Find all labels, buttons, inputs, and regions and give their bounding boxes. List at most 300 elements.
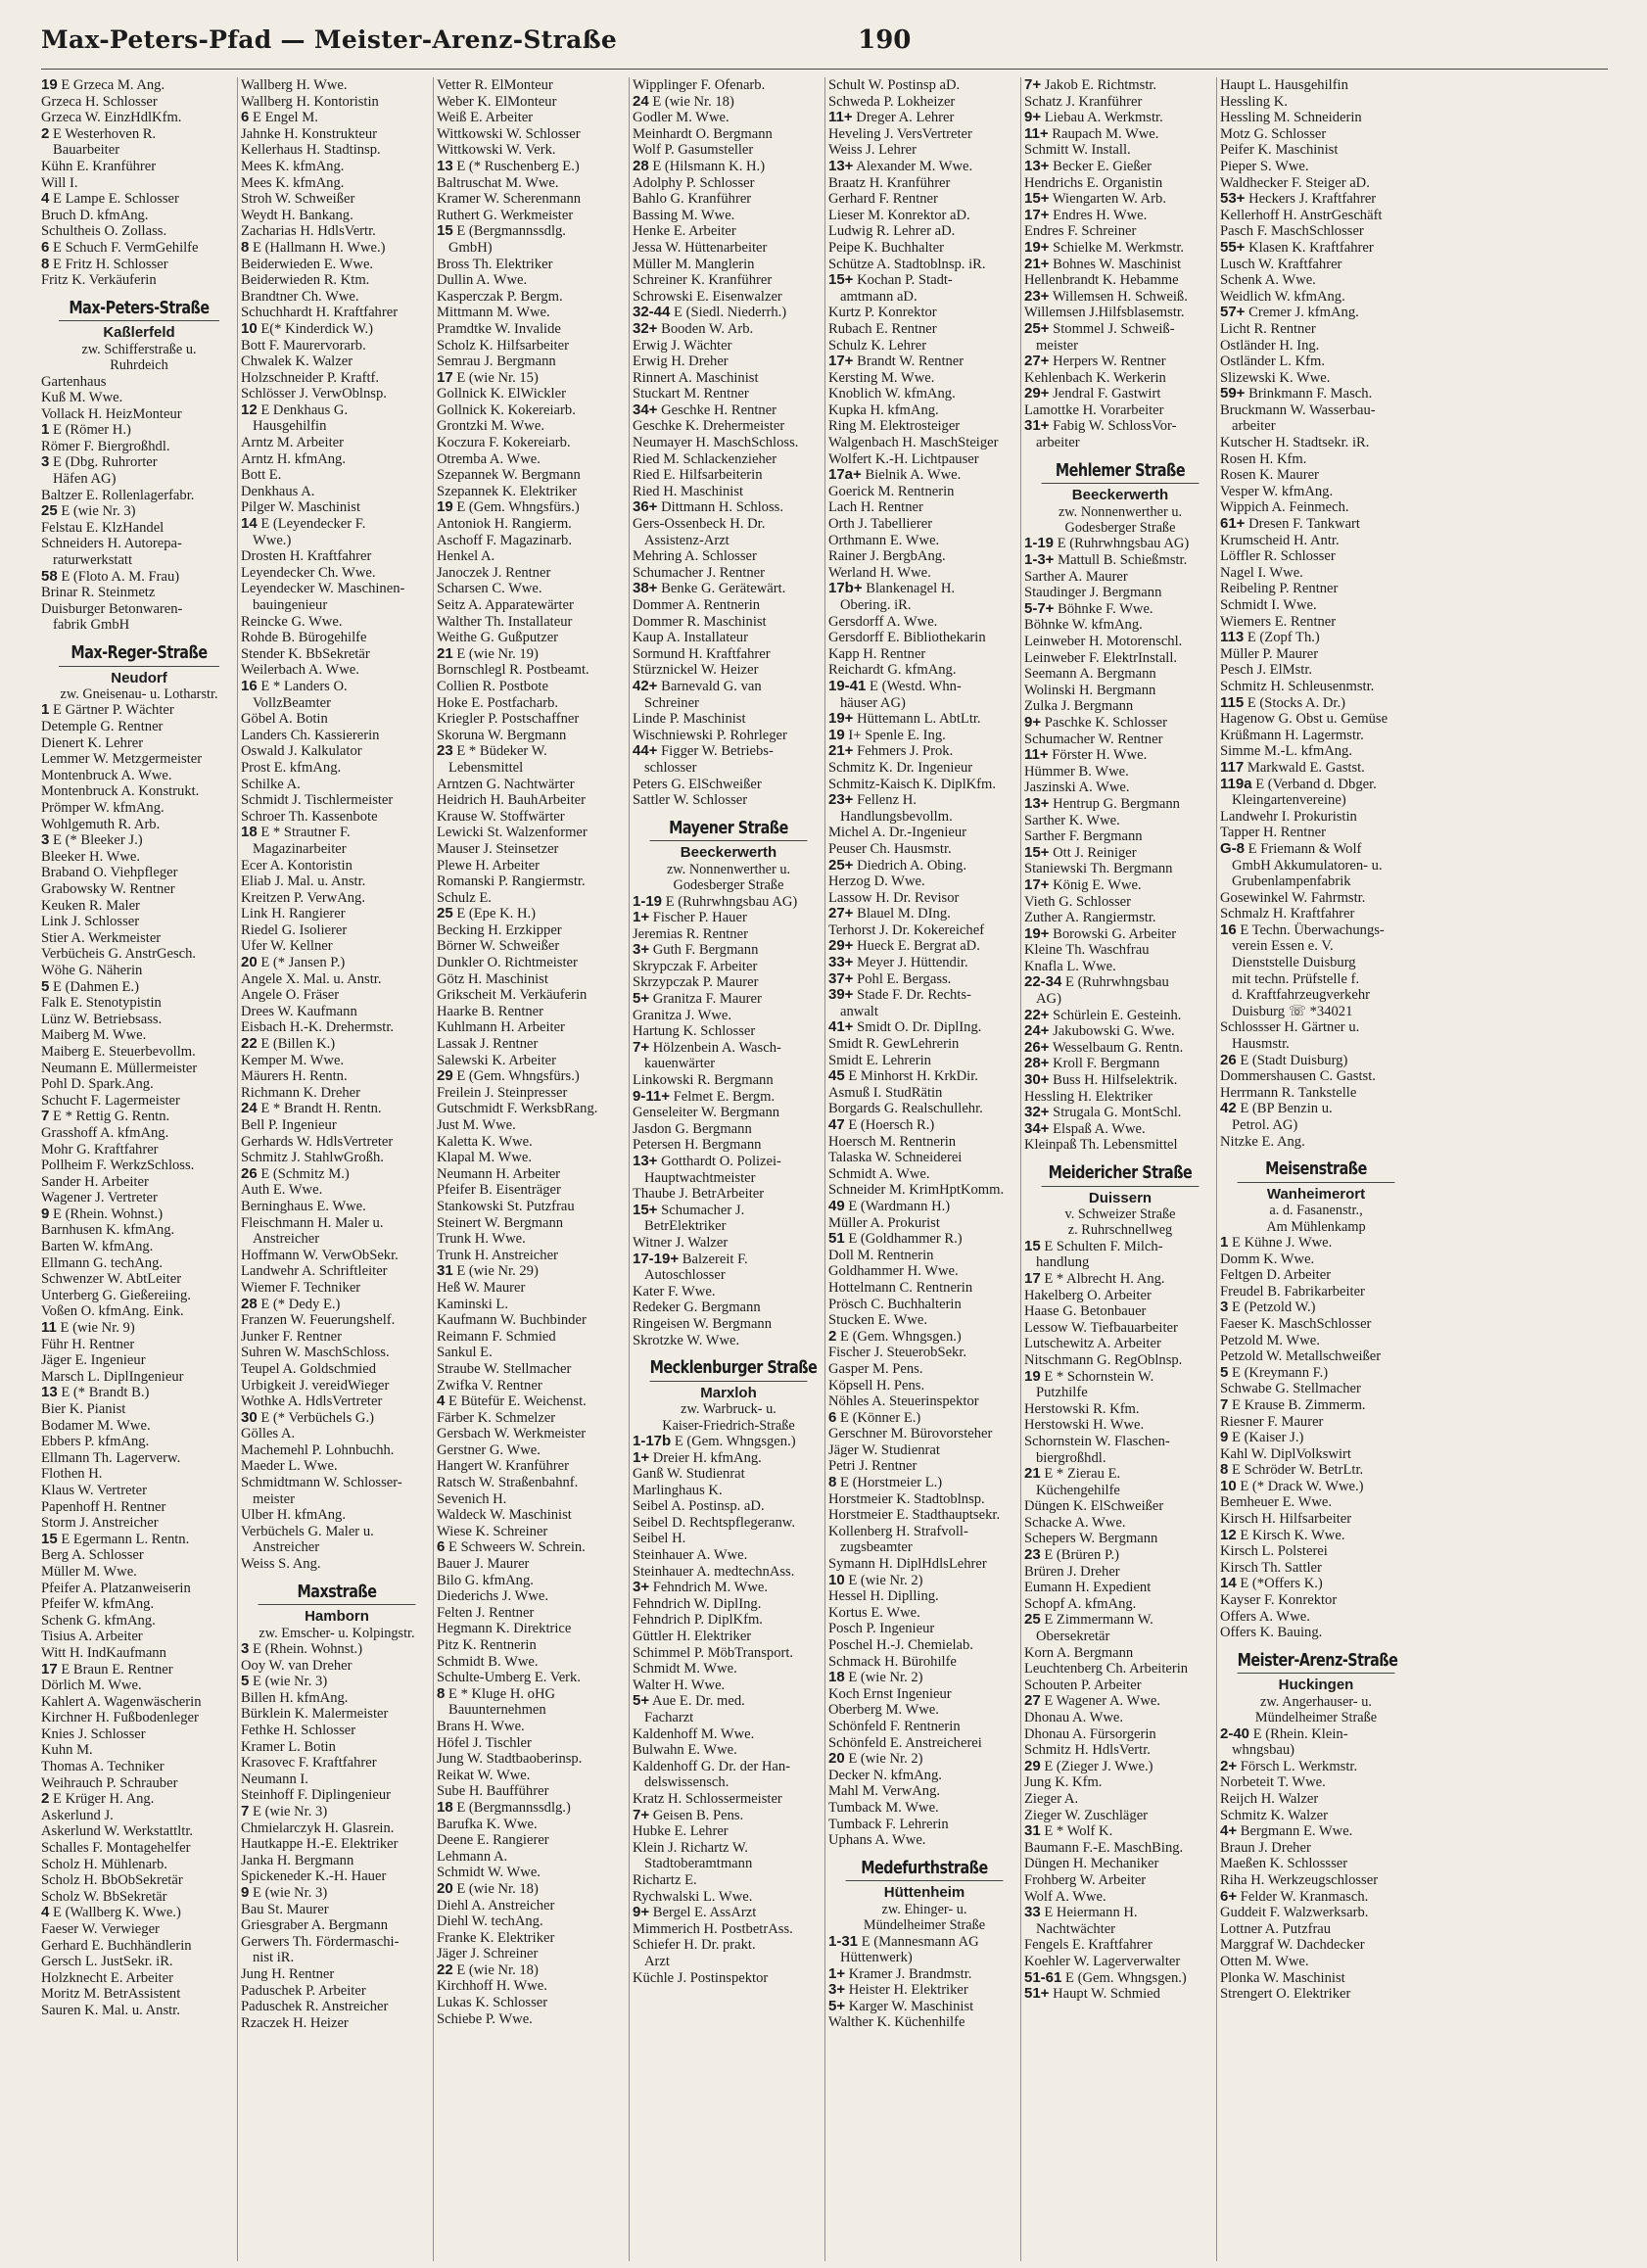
entry-text: Seitz A. Apparatewärter xyxy=(437,597,574,613)
house-number: 58 xyxy=(41,568,58,585)
entry-text: Neumann H. Arbeiter xyxy=(437,1165,561,1182)
entry-text: Sevenich H. xyxy=(437,1490,507,1507)
entry-text: nist iR. xyxy=(253,1950,295,1966)
resident-entry xyxy=(1024,552,1216,569)
entry-text: Stürznickel W. Heizer xyxy=(633,662,759,679)
resident-entry xyxy=(437,825,629,841)
entry-text: Vieth G. Schlosser xyxy=(1024,893,1131,910)
entry-text: Chmielarczyk H. Glasrein. xyxy=(241,1819,395,1836)
house-number: 22 xyxy=(437,1961,453,1978)
resident-entry xyxy=(41,914,237,930)
entry-text: Pfeifer A. Platzanweiserin xyxy=(41,1580,191,1596)
entry-text: E (Dbg. Ruhrorter xyxy=(53,454,158,471)
resident-entry xyxy=(437,533,629,549)
resident-entry xyxy=(41,1385,237,1401)
entry-text: Griesgraber A. Bergmann xyxy=(241,1917,389,1934)
entry-text: Petzold W. Metallschweißer xyxy=(1220,1348,1382,1365)
entry-text: Schwenzer W. AbtLeiter xyxy=(41,1271,182,1288)
entry-text: Mauser J. Steinsetzer xyxy=(437,840,559,857)
entry-text: E (* Verbüchels G.) xyxy=(260,1409,374,1426)
entry-text: Schmitt W. Install. xyxy=(1024,142,1131,159)
resident-entry xyxy=(1024,1905,1216,1921)
entry-text: Kutscher H. Stadtsekr. iR. xyxy=(1220,435,1370,451)
resident-entry xyxy=(437,662,629,679)
resident-entry xyxy=(633,1774,824,1791)
resident-entry xyxy=(828,1394,1020,1410)
entry-text: Gölles A. xyxy=(241,1426,296,1442)
resident-entry xyxy=(1220,858,1412,874)
resident-entry xyxy=(41,1759,237,1775)
house-number: 15+ xyxy=(1024,191,1050,208)
resident-entry xyxy=(1220,1576,1412,1592)
resident-entry xyxy=(241,159,433,175)
entry-text: Wolinski H. Bergmann xyxy=(1024,682,1156,698)
resident-entry xyxy=(241,126,433,143)
house-number: 24+ xyxy=(1024,1023,1050,1040)
resident-entry xyxy=(437,1150,629,1166)
resident-entry xyxy=(437,208,629,224)
entry-text: Seemann A. Bergmann xyxy=(1024,666,1156,683)
entry-text: Wittkowski W. Verk. xyxy=(437,142,556,159)
resident-entry xyxy=(633,597,824,614)
entry-text: Hautkappe H.-E. Elektriker xyxy=(241,1836,399,1853)
house-number: 3+ xyxy=(633,942,650,959)
resident-entry xyxy=(633,305,824,321)
entry-text: Bruckmann W. Wasserbau- xyxy=(1220,402,1376,418)
resident-entry xyxy=(41,735,237,752)
resident-entry xyxy=(41,208,237,224)
entry-text: biergroßhdl. xyxy=(1036,1449,1106,1466)
resident-entry xyxy=(41,1613,237,1630)
house-number: 34+ xyxy=(633,402,658,418)
resident-entry xyxy=(633,1267,824,1284)
resident-entry xyxy=(1220,1840,1412,1857)
resident-entry xyxy=(828,516,1020,533)
entry-text: GmbH) xyxy=(448,239,493,256)
entry-text: Schneiders H. Autorepa- xyxy=(41,536,182,552)
entry-text: Jakob E. Richtmstr. xyxy=(1044,77,1157,93)
resident-entry xyxy=(241,1934,433,1951)
entry-text: Granitza J. Wwe. xyxy=(633,1007,732,1023)
entry-text: Seibel A. Postinsp. aD. xyxy=(633,1498,765,1515)
resident-entry xyxy=(437,1410,629,1427)
entry-text: Böhnke W. kfmAng. xyxy=(1024,617,1143,634)
resident-entry xyxy=(1220,1937,1412,1954)
resident-entry xyxy=(828,1036,1020,1053)
resident-entry xyxy=(241,922,433,939)
column-7 xyxy=(1216,77,1412,2261)
entry-text: bauingenieur xyxy=(253,597,328,613)
entry-text: Spickeneder K.-H. Hauer xyxy=(241,1868,387,1885)
resident-entry xyxy=(633,1333,824,1349)
resident-entry xyxy=(1220,1954,1412,1970)
entry-text: Prösch C. Buchhalterin xyxy=(828,1296,962,1312)
entry-text: Leyendecker W. Maschinen- xyxy=(241,581,405,597)
house-number: 30 xyxy=(241,1409,258,1426)
house-number: 2 xyxy=(41,125,50,142)
entry-text: Lünz W. Betriebsass. xyxy=(41,1011,163,1027)
house-number: 3+ xyxy=(633,1580,650,1596)
resident-entry xyxy=(828,1621,1020,1637)
house-number: 7+ xyxy=(633,1039,650,1056)
resident-entry xyxy=(241,938,433,955)
entry-text: Römer F. Biergroßhdl. xyxy=(41,438,170,454)
entry-text: Schmitz H. Schleusenmstr. xyxy=(1220,678,1375,694)
entry-text: Hessel H. Diplling. xyxy=(828,1588,939,1605)
entry-text: E (Gem. Whngsgen.) xyxy=(674,1433,796,1449)
resident-entry xyxy=(41,1303,237,1320)
resident-entry xyxy=(633,926,824,943)
resident-entry xyxy=(1220,1252,1412,1268)
resident-entry xyxy=(633,1252,824,1268)
entry-text: Mees K. kfmAng. xyxy=(241,158,345,174)
resident-entry xyxy=(241,418,433,435)
entry-text: Rubach E. Rentner xyxy=(828,320,937,337)
resident-entry xyxy=(437,142,629,159)
entry-text: E (Rhein. Klein- xyxy=(1252,1725,1348,1742)
entry-text: Janoczek J. Rentner xyxy=(437,564,551,581)
resident-entry xyxy=(1220,841,1412,858)
entry-text: Hausgehilfin xyxy=(253,418,327,435)
entry-text: Herpers W. Rentner xyxy=(1053,354,1166,370)
house-number: 49 xyxy=(828,1198,845,1214)
resident-entry xyxy=(41,1288,237,1304)
resident-entry xyxy=(828,874,1020,890)
entry-text: Hoersch M. Rentnerin xyxy=(828,1133,957,1150)
entry-text: Skrotzke W. Wwe. xyxy=(633,1332,740,1348)
entry-text: Kleinpaß Th. Lebensmittel xyxy=(1024,1137,1178,1154)
house-number: 4 xyxy=(41,1905,50,1921)
resident-entry xyxy=(633,1137,824,1154)
entry-text: Mimmerich H. PostbetrAss. xyxy=(633,1920,793,1937)
house-number: 22+ xyxy=(1024,1007,1050,1023)
entry-text: Dommer R. Maschinist xyxy=(633,613,767,630)
entry-text: Felten J. Rentner xyxy=(437,1604,535,1621)
resident-entry xyxy=(828,809,1020,826)
entry-text: Jessa W. Hüttenarbeiter xyxy=(633,239,768,256)
house-number: 9+ xyxy=(1024,714,1042,731)
entry-text: E * Strautner F. xyxy=(260,825,351,841)
entry-text: Bleeker H. Wwe. xyxy=(41,848,141,865)
resident-entry xyxy=(241,548,433,565)
house-number: 21 xyxy=(1024,1466,1041,1483)
entry-text: E (Verband d. Dbger. xyxy=(1255,776,1377,792)
entry-text: Scholz H. Mühlenarb. xyxy=(41,1856,167,1872)
resident-entry xyxy=(828,548,1020,565)
entry-text: Grabowsky W. Rentner xyxy=(41,881,175,898)
house-number: 119a xyxy=(1220,776,1252,792)
house-number: 41+ xyxy=(828,1019,854,1036)
entry-text: Bemheuer E. Wwe. xyxy=(1220,1494,1333,1511)
resident-entry xyxy=(241,825,433,841)
resident-entry xyxy=(633,1905,824,1921)
entry-text: Strengert O. Elektriker xyxy=(1220,1986,1351,2003)
resident-entry xyxy=(241,1182,433,1199)
entry-text: Götz H. Maschinist xyxy=(437,970,548,987)
entry-text: Barten W. kfmAng. xyxy=(41,1239,154,1255)
entry-text: Kayser F. Konrektor xyxy=(1220,1592,1338,1609)
entry-text: E (Hallmann H. Wwe.) xyxy=(253,239,386,256)
entry-text: Smidt R. GewLehrerin xyxy=(828,1036,960,1053)
resident-entry xyxy=(241,1966,433,1983)
resident-entry xyxy=(437,1263,629,1280)
resident-entry xyxy=(828,1999,1020,2015)
resident-entry xyxy=(241,711,433,728)
entry-text: Göbel A. Botin xyxy=(241,711,328,728)
resident-entry xyxy=(633,1515,824,1532)
house-number: 10 xyxy=(241,320,258,337)
resident-entry xyxy=(241,1394,433,1410)
entry-text: Schreiner K. Kranführer xyxy=(633,272,773,289)
resident-entry xyxy=(241,1426,433,1442)
entry-text: Peters G. ElSchweißer xyxy=(633,776,762,792)
resident-entry xyxy=(437,110,629,126)
column-1 xyxy=(41,77,237,2261)
entry-text: Schornstein W. Flaschen- xyxy=(1024,1433,1170,1449)
resident-entry xyxy=(437,1085,629,1102)
entry-text: Brinar R. Steinmetz xyxy=(41,585,156,601)
entry-text: Schulte-Umberg E. Verk. xyxy=(437,1670,581,1686)
resident-entry xyxy=(1024,1564,1216,1581)
resident-entry xyxy=(437,1914,629,1930)
entry-text: E (Leyendecker F. xyxy=(260,516,366,533)
resident-entry xyxy=(828,1507,1020,1524)
resident-entry xyxy=(633,711,824,728)
resident-entry xyxy=(241,484,433,500)
house-number: 20 xyxy=(241,955,258,971)
entry-text: E (Siedl. Niederrh.) xyxy=(674,305,787,321)
entry-text: Kirchhoff H. Wwe. xyxy=(437,1978,547,1995)
entry-text: Just M. Wwe. xyxy=(437,1117,516,1133)
resident-entry xyxy=(241,77,433,94)
resident-entry xyxy=(241,208,433,224)
resident-entry xyxy=(633,77,824,94)
resident-entry xyxy=(828,565,1020,582)
resident-entry xyxy=(1024,601,1216,618)
resident-entry xyxy=(1220,175,1412,192)
resident-entry xyxy=(437,1524,629,1540)
resident-entry xyxy=(241,516,433,533)
resident-entry xyxy=(633,1759,824,1775)
resident-entry xyxy=(1024,683,1216,699)
resident-entry xyxy=(41,1645,237,1662)
resident-entry xyxy=(41,817,237,833)
page-header xyxy=(41,25,1608,70)
resident-entry xyxy=(437,1117,629,1134)
entry-text: Sauren K. Mal. u. Anstr. xyxy=(41,2002,180,2018)
entry-text: Wiese K. Schreiner xyxy=(437,1523,548,1539)
entry-text: Weiss S. Ang. xyxy=(241,1556,321,1573)
house-number: 24 xyxy=(241,1101,258,1117)
entry-text: Herzog D. Wwe. xyxy=(828,874,925,890)
resident-entry xyxy=(633,1889,824,1906)
resident-entry xyxy=(437,289,629,306)
entry-text: Schrowski E. Eisenwalzer xyxy=(633,288,782,305)
house-number: 25+ xyxy=(828,857,854,874)
entry-text: Diedrich A. Obing. xyxy=(857,857,966,874)
resident-entry xyxy=(241,874,433,890)
entry-text: Freudel B. Fabrikarbeiter xyxy=(1220,1283,1365,1299)
entry-text: Hottelmann C. Rentnerin xyxy=(828,1279,973,1296)
resident-entry xyxy=(1220,1414,1412,1431)
resident-entry xyxy=(241,581,433,597)
resident-entry xyxy=(437,1768,629,1784)
resident-entry xyxy=(41,257,237,273)
entry-text: Kirsch H. Hilfsarbeiter xyxy=(1220,1511,1352,1528)
resident-entry xyxy=(828,1280,1020,1297)
resident-entry xyxy=(828,1329,1020,1346)
entry-text: Wolfert K.-H. Lichtpauser xyxy=(828,450,979,467)
resident-entry xyxy=(828,1231,1020,1248)
entry-text: Schmitz K. Walzer xyxy=(1220,1807,1329,1823)
resident-entry xyxy=(241,338,433,354)
house-number: 26+ xyxy=(1024,1039,1050,1056)
entry-text: E (* Brandt B.) xyxy=(61,1385,150,1401)
entry-text: Bahlo G. Kranführer xyxy=(633,191,752,208)
entry-text: Putzhilfe xyxy=(1036,1385,1088,1401)
resident-entry xyxy=(1024,1434,1216,1450)
resident-entry xyxy=(241,1053,433,1069)
resident-entry xyxy=(633,1954,824,1970)
entry-text: Hagenow G. Obst u. Gemüse xyxy=(1220,711,1388,728)
resident-entry xyxy=(437,1329,629,1346)
entry-text: E Wagener A. Wwe. xyxy=(1044,1693,1160,1710)
resident-entry xyxy=(828,1832,1020,1849)
resident-entry xyxy=(41,94,237,111)
entry-text: Kersting M. Wwe. xyxy=(828,369,935,386)
resident-entry xyxy=(1024,926,1216,943)
entry-text: Zwifka V. Rentner xyxy=(437,1377,542,1394)
entry-text: Haarke B. Rentner xyxy=(437,1003,544,1019)
resident-entry xyxy=(41,1239,237,1255)
entry-text: Waldhecker F. Steiger aD. xyxy=(1220,174,1370,191)
resident-entry xyxy=(241,679,433,695)
entry-text: Suhren W. MaschSchloss. xyxy=(241,1345,390,1361)
house-number: 7 xyxy=(1220,1396,1229,1413)
resident-entry xyxy=(1220,208,1412,224)
resident-entry xyxy=(1220,1592,1412,1609)
entry-text: Ulber H. kfmAng. xyxy=(241,1507,347,1524)
entry-text: E (Kreymann F.) xyxy=(1232,1364,1329,1381)
entry-text: Müller P. Maurer xyxy=(1220,645,1319,662)
resident-entry xyxy=(1024,1596,1216,1613)
entry-text: Herrmann R. Tankstelle xyxy=(1220,1084,1357,1101)
house-number: 9-11+ xyxy=(633,1088,670,1105)
resident-entry xyxy=(241,1475,433,1491)
resident-entry xyxy=(241,1820,433,1837)
entry-text: Semrau J. Bergmann xyxy=(437,354,556,370)
entry-text: Asmuß I. StudRätin xyxy=(828,1084,943,1101)
entry-text: E (Rhein. Wohnst.) xyxy=(253,1641,363,1658)
entry-text: Endres H. Wwe. xyxy=(1053,207,1148,223)
resident-entry xyxy=(828,1199,1020,1215)
entry-text: Gerhards W. HdlsVertreter xyxy=(241,1133,394,1150)
entry-text: Schönfeld F. Rentnerin xyxy=(828,1718,961,1734)
entry-text: Lukas K. Schlosser xyxy=(437,1995,548,2011)
entry-text: E (Rhein. Wohnst.) xyxy=(53,1205,164,1222)
entry-text: Kuhn M. xyxy=(41,1742,93,1759)
entry-text: Knies J. Schlosser xyxy=(41,1725,146,1742)
resident-entry xyxy=(1024,1823,1216,1840)
entry-text: Faeser K. MaschSchlosser xyxy=(1220,1315,1372,1332)
entry-text: Ratsch W. Straßenbahnf. xyxy=(437,1475,579,1491)
entry-text: Wolf P. Gasumsteller xyxy=(633,142,754,159)
resident-entry xyxy=(633,1466,824,1483)
resident-entry xyxy=(633,1498,824,1515)
resident-entry xyxy=(41,1840,237,1857)
entry-text: Wagener J. Vertreter xyxy=(41,1190,158,1206)
entry-text: Hessling H. Elektriker xyxy=(1024,1088,1153,1105)
entry-text: Schroer Th. Kassenbote xyxy=(241,808,378,825)
entry-text: E * Zierau E. xyxy=(1044,1466,1121,1483)
entry-text: E (Wallberg K. Wwe.) xyxy=(53,1905,181,1921)
resident-entry xyxy=(828,338,1020,354)
resident-entry xyxy=(633,1921,824,1938)
resident-entry xyxy=(1024,1105,1216,1121)
entry-text: Dreger A. Lehrer xyxy=(856,110,955,126)
house-number: 19-41 xyxy=(828,678,867,694)
entry-text: Riha H. Werkzeugschlosser xyxy=(1220,1871,1379,1888)
entry-text: Kellerhoff H. AnstrGeschäft xyxy=(1220,207,1383,223)
resident-entry xyxy=(828,743,1020,760)
resident-entry xyxy=(828,777,1020,793)
resident-entry xyxy=(1024,536,1216,552)
resident-entry xyxy=(828,94,1020,111)
resident-entry xyxy=(1024,1023,1216,1040)
resident-entry xyxy=(828,110,1020,126)
resident-entry xyxy=(828,272,1020,289)
resident-entry xyxy=(828,402,1020,419)
entry-text: E (Ruhrwhngsbau xyxy=(1065,974,1169,991)
resident-entry xyxy=(633,1089,824,1106)
entry-text: Nachtwächter xyxy=(1036,1920,1116,1937)
entry-text: Slizewski K. Wwe. xyxy=(1220,369,1331,386)
resident-entry xyxy=(1220,1872,1412,1889)
resident-entry xyxy=(241,1019,433,1036)
resident-entry xyxy=(828,630,1020,646)
resident-entry xyxy=(241,777,433,793)
resident-entry xyxy=(437,354,629,370)
resident-entry xyxy=(241,289,433,306)
resident-entry xyxy=(633,1235,824,1252)
entry-text: Heister H. Elektriker xyxy=(848,1982,968,1999)
resident-entry xyxy=(1024,1612,1216,1629)
entry-text: Genseleiter W. Bergmann xyxy=(633,1105,780,1121)
resident-entry xyxy=(633,942,824,959)
entry-text: Oswald J. Kalkulator xyxy=(241,743,362,760)
entry-text: Waldeck W. Maschinist xyxy=(437,1507,572,1524)
entry-text: Mahl M. VerwAng. xyxy=(828,1783,941,1800)
entry-text: Orth J. Tabellierer xyxy=(828,516,933,533)
resident-entry xyxy=(828,581,1020,597)
entry-text: Kahl W. DiplVolkswirt xyxy=(1220,1445,1351,1462)
resident-entry xyxy=(1024,828,1216,845)
resident-entry xyxy=(241,1004,433,1020)
resident-entry xyxy=(828,728,1020,744)
resident-entry xyxy=(828,1215,1020,1232)
resident-entry xyxy=(1024,959,1216,975)
entry-text: Ooy W. van Dreher xyxy=(241,1657,353,1674)
entry-text: Vetter R. ElMonteur xyxy=(437,77,553,93)
resident-entry xyxy=(241,1739,433,1756)
entry-text: E Kühne J. Wwe. xyxy=(1232,1234,1333,1251)
resident-entry xyxy=(241,1101,433,1117)
entry-text: Kreitzen P. VerwAng. xyxy=(241,889,365,906)
resident-entry xyxy=(241,1917,433,1934)
resident-entry xyxy=(1024,650,1216,667)
entry-text: Steinhauer A. medtechnAss. xyxy=(633,1563,795,1580)
house-number: 47 xyxy=(828,1117,845,1133)
